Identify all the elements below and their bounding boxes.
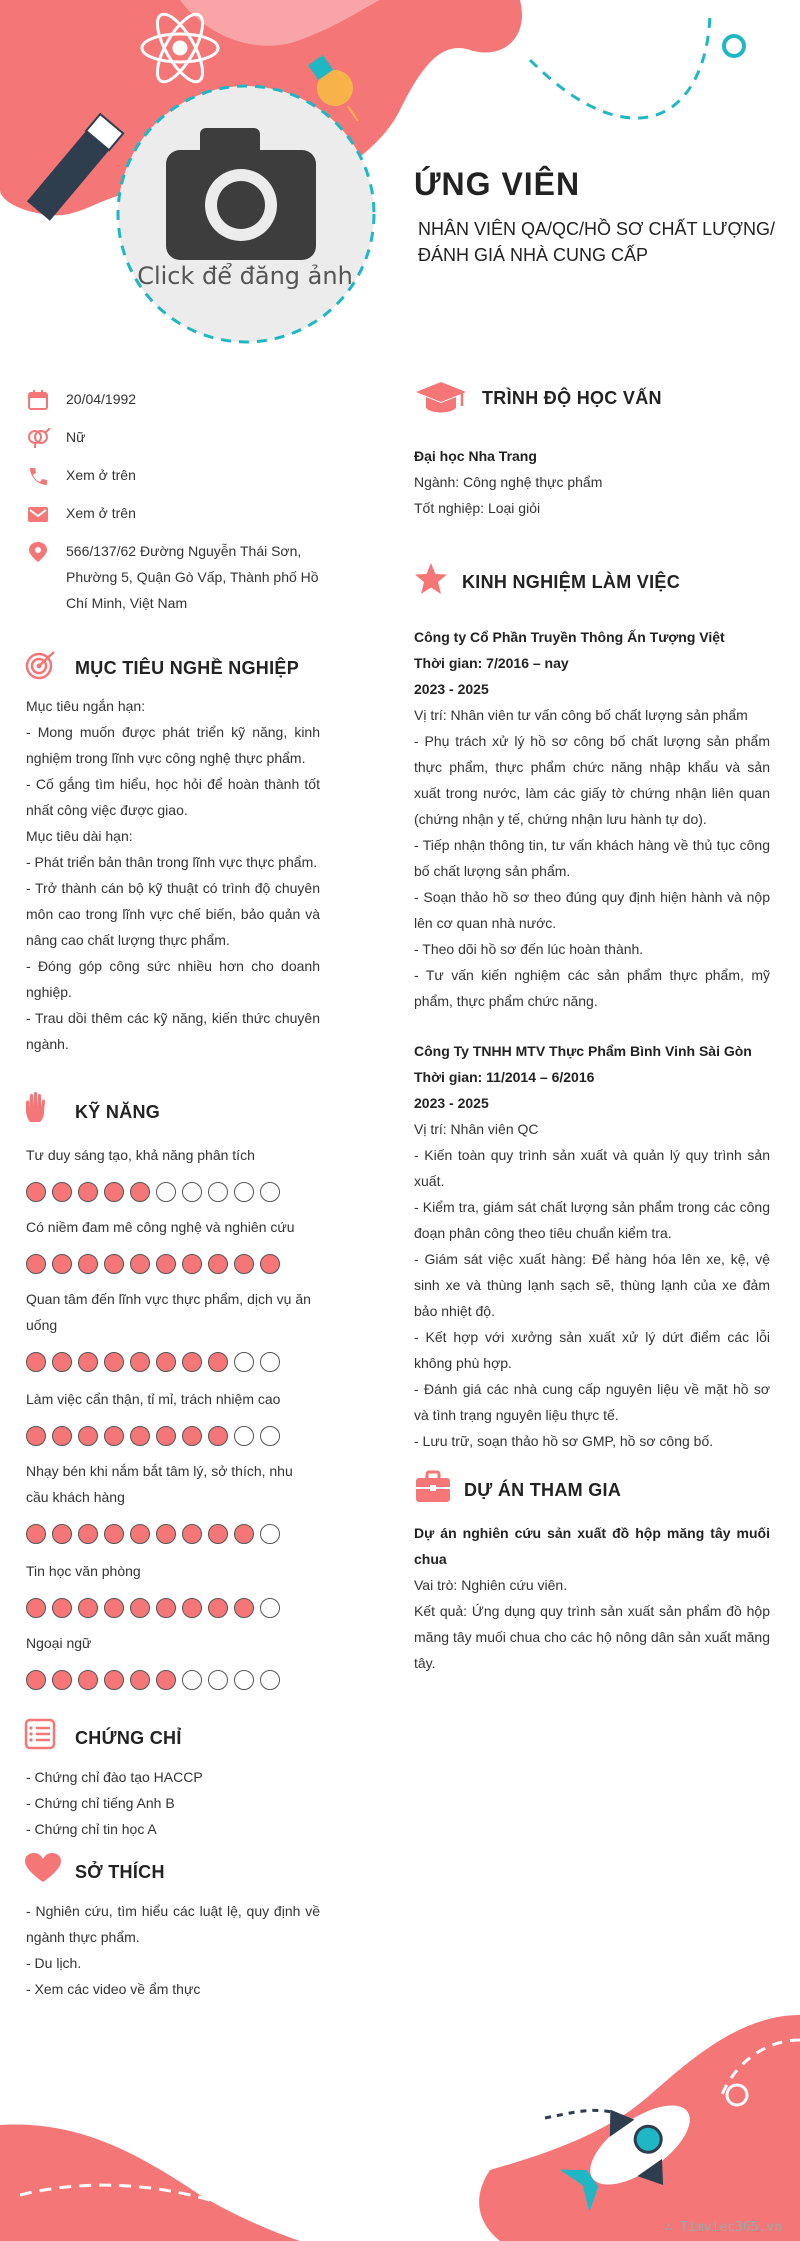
job-entry [414, 1038, 770, 1454]
rating-dot-filled [78, 1254, 98, 1274]
gender-value: Nữ [66, 429, 86, 445]
job-position [418, 216, 778, 268]
rating-dot-filled [130, 1426, 150, 1446]
rating-dot-empty [182, 1182, 202, 1202]
heart-icon [24, 1852, 62, 1884]
skill-rating [26, 1598, 280, 1618]
job-duty: - Phụ trách xử lý hồ sơ công bố chất lượng sản phẩm thực phẩm, thực phẩm chức năng nhập khẩu và sản xuất trong nước, làm các giấy tờ chứng nhận liên quan (chứng nhận y tế, chứng nhận lưu hành tự do). [414, 733, 770, 827]
position-line-1: NHÂN VIÊN QA/QC/HỒ SƠ CHẤT LƯỢNG/ [418, 219, 775, 239]
rating-dot-filled [52, 1182, 72, 1202]
skill-rating [26, 1524, 280, 1544]
project-result: Kết quả: Ứng dụng quy trình sản xuất sản phẩm đồ hộp măng tây muối chua cho các hộ nông dân sản xuất măng tây. [414, 1603, 770, 1671]
experience-title: KINH NGHIỆM LÀM VIỆC [462, 572, 681, 592]
job-years: 2023 - 2025 [414, 1095, 489, 1111]
brand-text: Timviec365.vn [680, 2220, 782, 2235]
job-duty: - Kết hợp với xưởng sản xuất xử lý dứt điểm các lỗi không phù hợp. [414, 1329, 770, 1371]
rating-dot-filled [52, 1598, 72, 1618]
skill-rating [26, 1182, 280, 1202]
rating-dot-empty [234, 1426, 254, 1446]
rating-dot-filled [208, 1426, 228, 1446]
certificate-item: - Chứng chỉ tiếng Anh B [26, 1795, 175, 1811]
job-role: Vị trí: Nhân viên tư vấn công bố chất lượng sản phẩm [414, 707, 748, 723]
rating-dot-filled [78, 1352, 98, 1372]
rating-dot-filled [104, 1254, 124, 1274]
education-major: Ngành: Công nghệ thực phẩm [414, 474, 603, 490]
education-body [414, 443, 770, 521]
skill-label: Tư duy sáng tạo, khả năng phân tích [26, 1147, 255, 1163]
rating-dot-empty [260, 1598, 280, 1618]
brand-watermark: ∴ Timviec365.vn [664, 2220, 782, 2235]
objective-line: - Trau dồi thêm các kỹ năng, kiến thức chuyên ngành. [26, 1010, 320, 1052]
rating-dot-empty [260, 1182, 280, 1202]
job-duty: - Giám sát việc xuất hàng: Để hàng hóa lên xe, kệ, vệ sinh xe và thùng lạnh sạch sẽ, thùng lạnh của xe đảm bảo nhiệt độ. [414, 1251, 770, 1319]
rating-dot-filled [130, 1182, 150, 1202]
rating-dot-filled [104, 1182, 124, 1202]
rating-dot-filled [26, 1352, 46, 1372]
rating-dot-filled [182, 1352, 202, 1372]
skill-label: Quan tâm đến lĩnh vực thực phẩm, dịch vụ ăn uống [26, 1291, 311, 1333]
job-years: 2023 - 2025 [414, 681, 489, 697]
skill-rating [26, 1426, 280, 1446]
rating-dot-filled [130, 1524, 150, 1544]
rating-dot-filled [156, 1426, 176, 1446]
birthday-row [26, 390, 136, 412]
email-icon [26, 504, 52, 524]
objective-title: MỤC TIÊU NGHỀ NGHIỆP [75, 658, 300, 678]
rating-dot-filled [78, 1670, 98, 1690]
rating-dot-empty [234, 1352, 254, 1372]
rating-dot-filled [26, 1524, 46, 1544]
rating-dot-empty [234, 1670, 254, 1690]
rating-dot-empty [260, 1524, 280, 1544]
job-duty: - Tư vấn kiến nghiệm các sản phẩm thực phẩm, mỹ phẩm, thực phẩm chức năng. [414, 967, 770, 1009]
job-duty: - Soạn thảo hồ sơ theo đúng quy định hiện hành và nộp lên cơ quan nhà nước. [414, 889, 770, 931]
rating-dot-filled [78, 1524, 98, 1544]
rating-dot-filled [208, 1524, 228, 1544]
skill-rating [26, 1254, 280, 1274]
job-duty: - Lưu trữ, soạn thảo hồ sơ GMP, hồ sơ công bố. [414, 1433, 714, 1449]
address-line-1: 566/137/62 Đường Nguyễn Thái Sơn, [66, 543, 302, 559]
email-value: Xem ở trên [66, 505, 136, 521]
objective-line: - Đóng góp công sức nhiều hơn cho doanh nghiệp. [26, 958, 320, 1000]
skill-rating [26, 1670, 280, 1690]
rating-dot-filled [130, 1254, 150, 1274]
email-row [26, 504, 136, 526]
rating-dot-filled [78, 1598, 98, 1618]
rating-dot-empty [260, 1670, 280, 1690]
rating-dot-filled [208, 1254, 228, 1274]
rating-dot-empty [234, 1182, 254, 1202]
skill-label: Nhạy bén khi nắm bắt tâm lý, sở thích, nhu cầu khách hàng [26, 1463, 293, 1505]
rating-dot-empty [208, 1670, 228, 1690]
rating-dot-filled [130, 1670, 150, 1690]
rating-dot-filled [52, 1352, 72, 1372]
phone-icon [26, 466, 52, 486]
address-row [26, 542, 326, 616]
rating-dot-filled [182, 1598, 202, 1618]
rating-dot-filled [156, 1670, 176, 1690]
job-duty: - Đánh giá các nhà cung cấp nguyên liệu về mặt hồ sơ và tình trạng nguyên liệu thực tế. [414, 1381, 770, 1423]
address-line-3: Chí Minh, Việt Nam [66, 595, 188, 611]
hobby-item: - Xem các video về ẩm thực [26, 1981, 201, 1997]
objective-line: - Phát triển bản thân trong lĩnh vực thực phẩm. [26, 854, 318, 870]
project-name: Dự án nghiên cứu sản xuất đồ hộp măng tây muối chua [414, 1525, 770, 1567]
rating-dot-filled [104, 1598, 124, 1618]
project-role: Vai trò: Nghiên cứu viên. [414, 1577, 568, 1593]
skill-label: Ngoại ngữ [26, 1635, 92, 1651]
rating-dot-filled [104, 1426, 124, 1446]
rating-dot-filled [26, 1598, 46, 1618]
target-icon [24, 650, 58, 680]
candidate-name: ỨNG VIÊN [414, 166, 581, 202]
phone-value: Xem ở trên [66, 467, 136, 483]
rating-dot-filled [104, 1670, 124, 1690]
rating-dot-filled [78, 1182, 98, 1202]
gender-row [26, 428, 85, 450]
rating-dot-filled [260, 1254, 280, 1274]
hobbies-body [26, 1898, 320, 2002]
objective-body [26, 693, 320, 1057]
rating-dot-filled [52, 1670, 72, 1690]
certificate-item: - Chứng chỉ đào tạo HACCP [26, 1769, 203, 1785]
briefcase-icon [414, 1470, 452, 1504]
rating-dot-filled [156, 1352, 176, 1372]
birthday-value: 20/04/1992 [66, 391, 137, 407]
rating-dot-filled [26, 1670, 46, 1690]
objective-line: - Mong muốn được phát triển kỹ năng, kinh nghiệm trong lĩnh vực công nghệ thực phẩm. [26, 724, 320, 766]
skill-rating [26, 1352, 280, 1372]
rating-dot-filled [104, 1524, 124, 1544]
rating-dot-empty [182, 1670, 202, 1690]
position-line-2: ĐÁNH GIÁ NHÀ CUNG CẤP [418, 245, 649, 265]
rating-dot-filled [156, 1524, 176, 1544]
hand-icon [24, 1092, 48, 1124]
job-duty: - Kiểm tra, giám sát chất lượng sản phẩm trong các công đoạn phân công theo tiêu chuẩn kiểm tra. [414, 1199, 770, 1241]
objective-line: - Trở thành cán bộ kỹ thuật có trình độ chuyên môn cao trong lĩnh vực chế biến, bảo quản và nâng cao chất lượng thực phẩm. [26, 880, 320, 948]
certificate-item: - Chứng chỉ tin học A [26, 1821, 157, 1837]
graduation-cap-icon [414, 380, 468, 416]
rating-dot-filled [26, 1254, 46, 1274]
hobby-item: - Nghiên cứu, tìm hiểu các luật lệ, quy định về ngành thực phẩm. [26, 1903, 320, 1945]
certificates-title: CHỨNG CHỈ [75, 1728, 182, 1748]
rating-dot-filled [208, 1598, 228, 1618]
rating-dot-filled [182, 1524, 202, 1544]
star-icon [414, 562, 448, 596]
skill-label: Tin học văn phòng [26, 1563, 141, 1579]
rating-dot-filled [156, 1254, 176, 1274]
location-pin-icon [26, 542, 52, 562]
rating-dot-filled [130, 1598, 150, 1618]
rating-dot-filled [52, 1426, 72, 1446]
calendar-icon [26, 390, 52, 410]
job-duty: - Tiếp nhận thông tin, tư vấn khách hàng về thủ tục công bố chất lượng sản phẩm. [414, 837, 770, 879]
rating-dot-filled [234, 1598, 254, 1618]
checklist-icon [24, 1718, 56, 1750]
skill-label: Có niềm đam mê công nghệ và nghiên cứu [26, 1219, 295, 1235]
upload-photo-button[interactable]: Click để đăng ảnh [137, 262, 353, 290]
education-title: TRÌNH ĐỘ HỌC VẤN [482, 388, 662, 408]
rating-dot-empty [156, 1182, 176, 1202]
job-company: Công ty Cổ Phần Truyền Thông Ấn Tượng Việt [414, 629, 725, 645]
rating-dot-filled [52, 1524, 72, 1544]
rating-dot-filled [234, 1524, 254, 1544]
projects-body [414, 1520, 770, 1676]
rating-dot-empty [260, 1426, 280, 1446]
hobby-item: - Du lịch. [26, 1955, 82, 1971]
rating-dot-filled [78, 1426, 98, 1446]
job-time: Thời gian: 7/2016 – nay [414, 655, 569, 671]
job-duty: - Theo dõi hồ sơ đến lúc hoàn thành. [414, 941, 644, 957]
certificates-body [26, 1764, 320, 1842]
job-role: Vị trí: Nhân viên QC [414, 1121, 539, 1137]
gender-icon [26, 428, 52, 448]
school-name: Đại học Nha Trang [414, 448, 537, 464]
rating-dot-filled [234, 1254, 254, 1274]
skills-title: KỸ NĂNG [75, 1102, 161, 1122]
projects-title: DỰ ÁN THAM GIA [464, 1480, 622, 1500]
rating-dot-filled [208, 1352, 228, 1372]
rating-dot-filled [182, 1426, 202, 1446]
rating-dot-filled [26, 1182, 46, 1202]
rating-dot-filled [130, 1352, 150, 1372]
job-duty: - Kiến toàn quy trình sản xuất và quản lý quy trình sản xuất. [414, 1147, 770, 1189]
phone-row [26, 466, 136, 488]
skill-label: Làm việc cẩn thận, tỉ mỉ, trách nhiệm cao [26, 1391, 281, 1407]
rating-dot-empty [260, 1352, 280, 1372]
education-graduation: Tốt nghiệp: Loại giỏi [414, 500, 541, 516]
objective-line: Mục tiêu dài hạn: [26, 828, 133, 844]
rating-dot-filled [182, 1254, 202, 1274]
rating-dot-filled [26, 1426, 46, 1446]
job-time: Thời gian: 11/2014 – 6/2016 [414, 1069, 595, 1085]
rating-dot-filled [52, 1254, 72, 1274]
address-value [66, 538, 326, 616]
rating-dot-filled [156, 1598, 176, 1618]
rating-dot-empty [208, 1182, 228, 1202]
job-entry [414, 624, 770, 1014]
hobbies-title: SỞ THÍCH [75, 1862, 165, 1882]
objective-line: - Cố gắng tìm hiểu, học hỏi để hoàn thành tốt nhất công việc được giao. [26, 776, 320, 818]
job-company: Công Ty TNHH MTV Thực Phẩm Bình Vinh Sài Gòn [414, 1043, 752, 1059]
objective-line: Mục tiêu ngắn hạn: [26, 698, 146, 714]
address-line-2: Phường 5, Quận Gò Vấp, Thành phố Hồ [66, 569, 319, 585]
rating-dot-filled [104, 1352, 124, 1372]
